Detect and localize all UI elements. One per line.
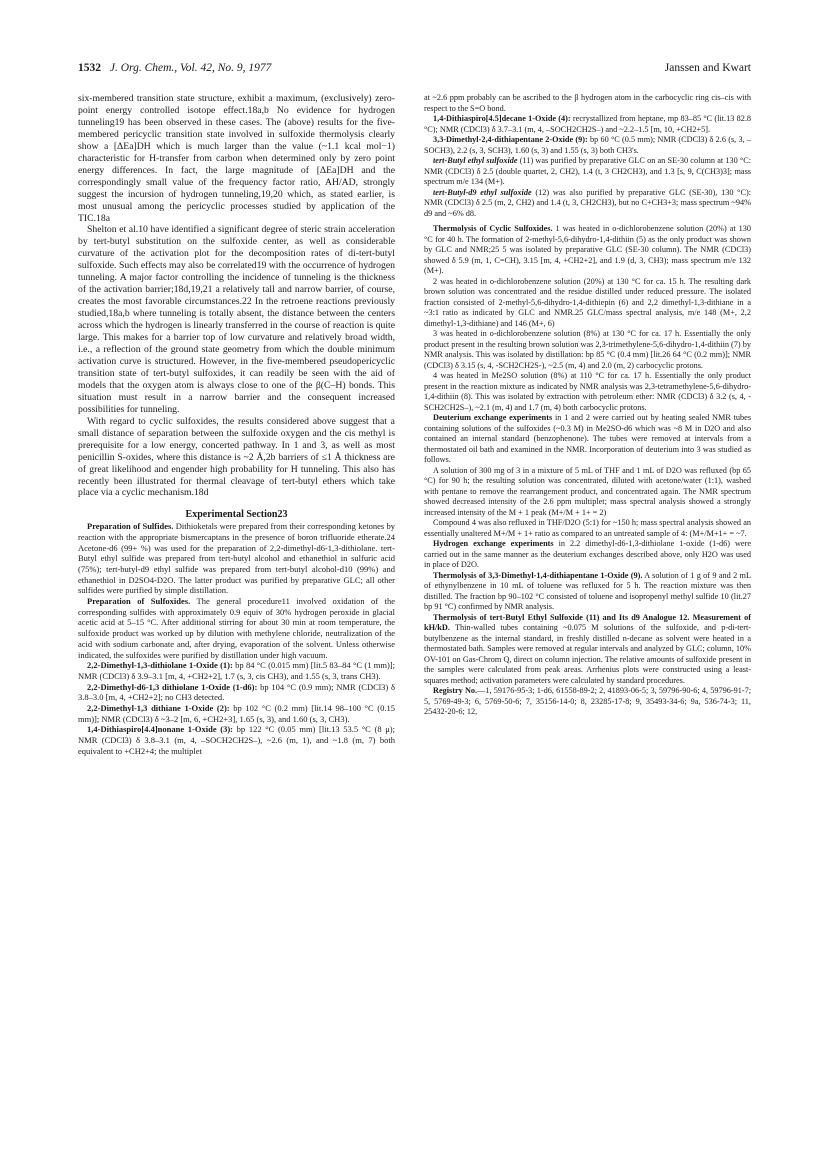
left-column — [78, 93, 395, 757]
paragraph — [78, 660, 395, 681]
paragraph — [78, 596, 395, 660]
compound-name: tert-Butyl-d9 ethyl sulfoxide — [433, 187, 532, 197]
paragraph — [424, 613, 751, 687]
run-in-head: Deuterium exchange experiments — [433, 413, 553, 422]
compound-name: 2,2-Dimethyl-1,3-dithiolane 1-Oxide (1): — [87, 660, 233, 671]
run-in-head: Preparation of Sulfoxides. — [87, 596, 191, 607]
compound-name: 1,4-Dithiaspiro[4.5]decane 1-Oxide (4): — [433, 114, 571, 123]
paragraph — [78, 521, 395, 596]
compound-name: tert-Butyl ethyl sulfoxide — [433, 156, 518, 165]
section-title: Experimental Section23 — [185, 509, 288, 521]
compound-data: bp 60 °C (0.5 mm); NMR (CDCl3) δ 2.6 (s, 3, –SOCH3), 2.2 (s, 3, SCH3), 1.60 (s, 3) and 1.55 (s, 3) both CH3's. — [424, 135, 751, 155]
paragraph: 4 was heated in Me2SO solution (8%) at 110 °C for ca. 17 h. Essentially the only product present in the reaction mixture as indicated by NMR analysis was 2,3-tetramethylene-5,6-dihydro-1,4-dithiin (8). This was isolated by extraction with petroleum ether: NMR (CDCl3) δ 3.2 (s, 4, -SCH2CH2S–), ~2.1 (m, 4) and 1.7 (m, 4) both carbocyclic protons. — [424, 371, 751, 412]
paragraph — [424, 539, 751, 571]
paragraph — [424, 188, 751, 220]
compound-name: 2,2-Dimethyl-d6-1,3 dithiolane 1-Oxide (1-d6): — [87, 681, 258, 692]
paragraph-body: The general procedure11 involved oxidation of the corresponding sulfides with approximately 0.9 equiv of 30% hydrogen peroxide in glacial acetic acid at 5–15 °C. After additional stirring for about 30 min at room temperature, the sulfoxide product was worked up by dilution with methylene chloride, neutralization of the acid with sodium carbonate and, after drying, evaporation of the solvent. Unless otherwise indicated, the sulfoxides were purified by distillation under high vacuum. — [78, 596, 395, 660]
compound-data: bp 84 °C (0.015 mm) [lit.5 83–84 °C (1 mm)]; NMR (CDCl3) δ 3.9–3.1 [m, 4, +CH2+2], 1.7 (s, 3, cis CH3), and 1.55 (s, 3, trans CH3). — [78, 660, 396, 681]
experimental-text-continued — [424, 93, 751, 718]
run-in-head: Thermolysis of Cyclic Sulfoxides. — [433, 224, 553, 233]
paragraph: 3 was heated in o-dichlorobenzene solution (8%) at 130 °C for ca. 17 h. Essentially the only product present in the resulting brown solution was 2,3-trimethylene-5,6-dihydro-1,4-dithiin (7) by NMR analysis. This was isolated by distillation: bp 85 °C (0.4 mm) [lit.26 64 °C (0.2 mm)]; NMR (CDCl3) δ 3.15 (s, 4, -SCH2CH2S-), ~2.5 (m, 4) and 2.0 (m, 2) carbocyclic protons. — [424, 329, 751, 370]
right-column — [424, 93, 751, 718]
discussion-text — [78, 93, 395, 499]
compound-name: 2,2-Dimethyl-1,3 dithiane 1-Oxide (2): — [87, 703, 230, 714]
run-in-head: Thermolysis of 3,3-Dimethyl-1,4-dithiapentane 1-Oxide (9). — [433, 570, 643, 580]
paragraph — [424, 156, 751, 188]
running-authors: Janssen and Kwart — [664, 62, 751, 74]
run-in-head: Hydrogen exchange experiments — [433, 539, 554, 548]
experimental-text — [78, 521, 395, 756]
paragraph-body: Dithioketals were prepared from their corresponding ketones by reaction with the appropriate bismercaptans in the presence of boron trifluoride etherate.24 Acetone-d6 (99+ %) was used for the preparation of 2,2-dimethyl-d6-1,3-dithiolane. tert-Butyl ethyl sulfide was prepared from tert-butyl alcohol and ethanethiol in sulfuric acid (75%); tert-butyl-d9 ethyl sulfide was prepared from tert-butyl alcohol-d10 (99%) and ethanethiol in D2SO4-D2O. The latter product was purified by preparative GLC; all other sulfides were purified by simple distillation. — [78, 521, 396, 596]
compound-data: bp 104 °C (0.9 mm); NMR (CDCl3) δ 3.8–3.0 [m, 4, +CH2+2]; no CH3 detected. — [78, 681, 395, 703]
paragraph — [424, 413, 751, 466]
compound-data: bp 122 °C (0.05 mm) [lit.13 53.5 °C (8 μ); NMR (CDCl3) δ 3.8–3.1 (m, 4, –SOCH2CH2S–), ~2.6 (m, 1), and ~1.8 (m, 7) both equivalent to +CH2+4; the multiplet — [78, 724, 395, 756]
registry-list: —1, 59176-95-3; 1-d6, 61558-89-2; 2, 41893-06-5; 3, 59796-90-6; 4, 59796-91-7; 5, 5769-49-3; 6, 5769-50-6; 7, 35156-14-0; 8, 23285-17-8; 9, 35493-34-6; 9a, 536-74-3; 11, 25432-20-6; 12, — [424, 686, 751, 716]
compound-data: bp 102 °C (0.2 mm) [lit.14 98–100 °C (0.15 mm)]; NMR (CDCl3) δ ~3–2 [m, 6, +CH2+3], 1.65 (s, 3), and 1.60 (s, 3, CH3). — [78, 703, 395, 724]
paragraph: Shelton et al.10 have identified a significant degree of steric strain acceleration by tert-butyl substitution on the sulfoxide center, as well as considerable curvature of the activation plot for the decomposition rates of di-tert-butyl sulfoxide. Such effects may also be correlated19 with the occurrence of hydrogen tunneling. A major factor controlling the incidence of tunneling is the thickness of the activation barrier;18d,19,21 a relatively tall and narrow barrier, of course, creates the most favorable circumstances.22 In the retroene reactions previously studied,18a,b where tunneling is totally absent, the distance between the centers across which the hydrogen is linearly transferred in the course of reaction is quite large. This makes for a barrier top of low curvature and relatively broad width, i.e., a reflection of the ground state geometry from which the double minimum activation curve is structured. However, in the five-membered pseudopericyclic transition state of tert-butyl sulfoxides, it can readily be seen with the aid of models that the oxygen atom is always close to one of the β(C–H) bonds. This situation must result in a narrow barrier and the consequent increased possibilities for tunneling. — [78, 224, 395, 415]
paragraph-body: 1 was heated in o-dichlorobenzene solution (20%) at 130 °C for 40 h. The formation of 2-methyl-5,6-dihydro-1,4-dithiin (5) as the only product was shown by GLC and NMR;25 5 was isolated by preparative GLC (SE-30 column). The NMR (CDCl3) showed δ 5.9 (m, 1, C=CH), 3.15 [m, 4, +CH2+2], and 1.9 (d, 3, CH3); mass spectrum m/e 132 (M+). — [424, 224, 752, 275]
paragraph-body: A solution of 1 g of 9 and 2 mL of ethynylbenzene in 10 mL of toluene was refluxed for 5 h. The reaction mixture was then distilled. The fraction bp 90–102 °C consisted of toluene and isopropenyl methyl sulfide 10 (lit.27 bp 91 °C) confirmed by NMR analysis. — [424, 570, 751, 611]
paragraph: 2 was heated in o-dichlorobenzene solution (20%) at 130 °C for ca. 15 h. The resulting dark brown solution was concentrated and the residue distilled under reduced pressure. The isolated fraction consisted of 2-methyl-5,6-dihydro-1,4-dithiepin (6) and 2,2 dimethyl-1,3-dithiane in a ~3:1 ratio as indicated by GLC and NMR.25 GLC/mass spectral analysis, m/e 148 (M+, 2,2 dimethyl-1,3-dithiane) and 146 (M+, 6) — [424, 276, 751, 328]
header-left — [78, 62, 271, 74]
paragraph: With regard to cyclic sulfoxides, the results considered above suggest that a small distance of separation between the sulfoxide oxygen and the cis methyl is prerequisite for a low energy, concerted pathway. In 1 and 3, as well as most penicillin S-oxides, where this distance is ~2 Å,2b barriers of ≤1 Å thickness are of great likelihood and engender high probability for H tunneling. This also has recently been illustrated for thermal cleavage of tert-butyl ethers which take place via a cyclic mechanism.18d — [78, 415, 395, 499]
paragraph — [424, 571, 751, 613]
paragraph — [424, 135, 751, 156]
compound-name: 3,3-Dimethyl-2,4-dithiapentane 2-Oxide (9): — [433, 135, 588, 144]
paragraph: at ~2.6 ppm probably can be ascribed to the β hydrogen atom in the carbocyclic ring cis–cis with respect to the S=O bond. — [424, 93, 751, 113]
paragraph — [78, 724, 395, 756]
paragraph-body: in 1 and 2 were carried out by heating sealed NMR tubes containing solutions of the sulfoxides (~0.3 M) in Me2SO-d6 which was ~8 M in D2O and also contained an internal standard (benzophenone). The tubes were removed at intervals from a thermostated oil bath and examined in the NMR. Incorporation of deuterium into 3 was studied as follows. — [424, 413, 752, 464]
paragraph: six-membered transition state structure, exhibit a maximum, (exclusively) zero-point energy controlled isotope effect.18a,b No evidence for hydrogen tunneling19 has been observed in these cases. The (above) results for the five-membered pericyclic transition state involved in sulfoxide thermolysis clearly show a [ΔEa]DH which is much larger than the value (~1.1 kcal mol−1) characteristic for H-transfer from carbon when determined only by zero point energy differences. In fact, the large magnitude of [ΔEa]DH and the correspondingly small value of the frequency factor ratio, AH/AD, strongly suggest the incursion of hydrogen tunneling,19,20 which, as stated earlier, is most unusual among the pericyclic processes studied by application of the TIC.18a — [78, 93, 395, 224]
paragraph — [78, 682, 395, 703]
paragraph: Compound 4 was also refluxed in THF/D2O (5:1) for ~150 h; mass spectral analysis showed an essentially unaltered M+/M + 1+ ratio as compared to an untreated sample of 4: (M+/M+1+ = ~7. — [424, 518, 751, 538]
run-in-head: Registry No. — [433, 686, 478, 695]
run-in-head: Preparation of Sulfides. — [87, 521, 174, 532]
paragraph — [424, 224, 751, 277]
journal-citation: J. Org. Chem., Vol. 42, No. 9, 1977 — [109, 62, 272, 74]
compound-data: recrystallized from heptane, mp 83–85 °C (lit.13 82.8 °C); NMR (CDCl3) δ 3.7–3.1 (m, 4, –SOCH2CH2S–) and ~2.2–1.5 [m, 10, +CH2+5]. — [424, 114, 752, 134]
paragraph — [78, 703, 395, 724]
paragraph: A solution of 300 mg of 3 in a mixture of 5 mL of THF and 1 mL of D2O was refluxed (bp 65 °C) for 90 h; the resulting solution was concentrated, diluted with acetone/water (1:1), washed with pentane to remove the rearrangement product, and concentrated again. The NMR spectrum showed decreased intensity of the 2.6 ppm multiplet; mass spectral analysis showed a strongly increased intensity of the M + 1 peak (M+/M + 1+ = 2) — [424, 465, 751, 517]
page-header — [78, 62, 751, 78]
compound-data: (12) was also purified by preparative GLC (SE-30), 130 °C): NMR (CDCl3) δ 2.5 (m, 2, CH2) and 1.4 (t, 3, CH2CH3), but no C+CH3+3; mass spectrum ~94% d9 and ~6% d8. — [424, 187, 752, 218]
paragraph — [424, 114, 751, 135]
registry-numbers — [424, 686, 751, 718]
paragraph-body: in 2.2 dimethyl-d6-1,3-dithiolane 1-oxide (1-d6) were carried out in the same manner as the deuterium exchanges described above, only H2O was used in place of D2O. — [424, 539, 752, 569]
run-in-head: Thermolysis of tert-Butyl Ethyl Sulfoxide (11) and Its d9 Analogue 12. Measurement of kH/kD. — [424, 612, 751, 632]
page-number: 1532 — [78, 62, 101, 74]
compound-data: (11) was purified by preparative GLC on an SE-30 column at 130 °C: NMR (CDCl3) δ 2.5 (double quartet, 2, CH2), 1.4 (t, 3 CH2CH3), and 1.3 [s, 9, C(CH3)3]; mass spectrum m/e 134 (M+). — [424, 156, 751, 186]
compound-name: 1,4-Dithiaspiro[4.4]nonane 1-Oxide (3): — [87, 724, 233, 735]
paragraph-body: Thin-walled tubes containing ~0.075 M solutions of the sulfoxide, and p-di-tert-butylbenzene as the internal standard, in freshly distilled n-decane as solvent were heated in a thermostated bath. Samples were removed at regular intervals and analyzed by GLC; column, 10% OV-101 on Gas-Chrom Q, direct on column injection. The relative amounts of sulfoxide present in the samples were calculated from peak areas. Arrhenius plots were constructed using a least-squares method; activation parameters were calculated by standard procedures. — [424, 623, 751, 685]
